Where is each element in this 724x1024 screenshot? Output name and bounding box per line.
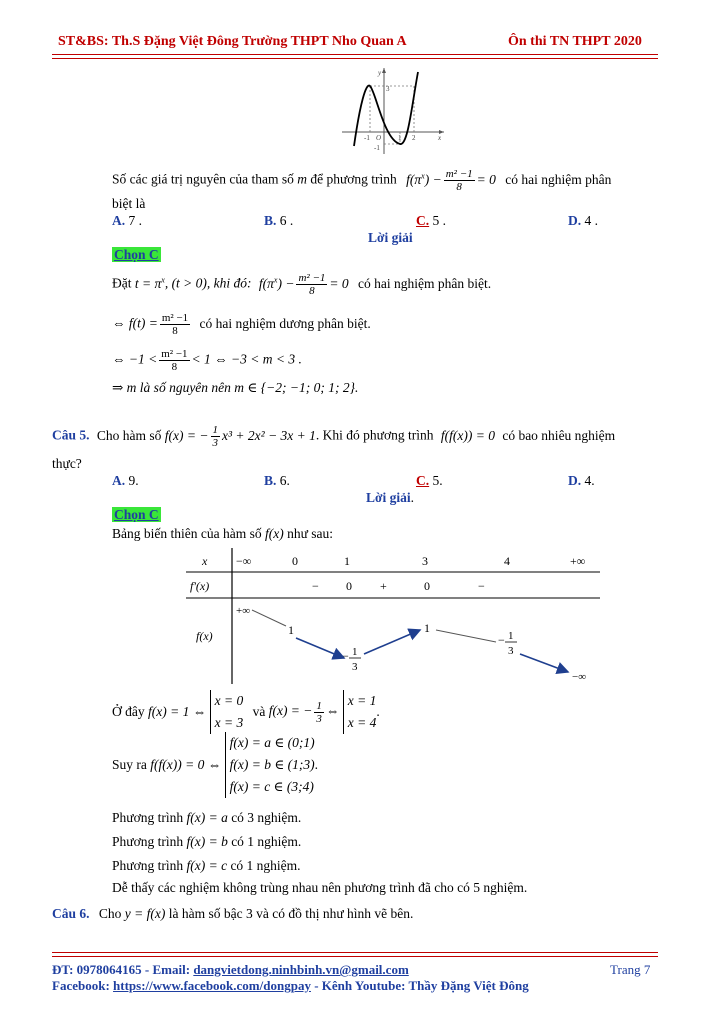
footer-facebook-link[interactable]: https://www.facebook.com/dongpay [113, 978, 311, 993]
table-x-val-0: −∞ [236, 554, 252, 568]
table-x-val-4: 4 [504, 554, 510, 568]
table-x-label: x [202, 554, 208, 568]
table-f-val-3: 1 [424, 621, 430, 635]
header-rule-1 [52, 54, 658, 55]
q5-statement-line1: Câu 5. Cho hàm số f(x) = − $\frac{1}{3}$ x³ + 2x² − 3x + 1. Khi đó phương trình f(f(x)) = 0 có bao nhiêu nghiệm [52, 424, 616, 449]
q4-text-3: có hai nghiệm phân [505, 171, 612, 187]
q4-sol-line2: ⇔ f(t) = $\frac{\text{m² −1}}{8}$ có hai nghiệm dương phân biệt. [112, 312, 371, 337]
q4-sol-line1: Đặt $t = \pi^x$, (t > 0), khi đó: $f(\pi^x)$ − $\frac{\text{m² −1}}{8}$ = 0 có hai nghiệm phân biệt. [112, 272, 492, 297]
table-fp-val-4: − [478, 579, 485, 593]
q5-answer-b: B. 6. [264, 473, 290, 488]
q4-solution-label: Lời giải [368, 230, 413, 245]
table-f-val-4-num: 1 [508, 630, 514, 642]
table-f-label: f(x) [196, 629, 213, 643]
q4-chosen: Chọn C [114, 247, 159, 262]
q4-answer-d: D. 4 . [568, 213, 598, 228]
graph-label-1: 1 [398, 134, 402, 142]
graph-label-neg1-y: -1 [374, 144, 380, 152]
q4-statement-line1 [112, 168, 611, 193]
header-left: ST&BS: Th.S Đặng Việt Đông Trường THPT Nho Quan A [58, 34, 407, 49]
table-x-val-1: 0 [292, 554, 298, 568]
q5-solution-label: Lời giải. [366, 490, 414, 505]
q4-m: m [297, 171, 307, 187]
footer-email-link[interactable]: dangvietdong.ninhbinh.vn@gmail.com [193, 962, 409, 977]
footer-rule-2 [52, 956, 658, 957]
table-f-val-5: −∞ [572, 671, 587, 683]
variation-table [186, 548, 600, 686]
q5-statement-line2: thực? [52, 456, 82, 471]
table-f-val-4-den: 3 [508, 645, 514, 657]
q5-answer-a: A. 9. [112, 473, 139, 488]
q4-text-1: Số các giá trị nguyên của tham số [112, 171, 294, 187]
header-right: Ôn thi TN THPT 2020 [508, 34, 642, 49]
table-f-val-1: 1 [288, 623, 294, 637]
table-x-val-3: 3 [422, 554, 428, 568]
q4-answer-b: B. 6 . [264, 213, 294, 228]
table-f-val-2-den: 3 [352, 661, 358, 673]
q4-sol-line4: ⇒ m là số nguyên nên m ∈ {−2; −1; 0; 1; 2}. [112, 380, 359, 395]
q6-statement: Câu 6. Cho y = f(x) là hàm số bậc 3 và có đồ thị như hình vẽ bên. [52, 906, 414, 921]
table-f-val-2-num: 1 [352, 646, 358, 658]
q4-fraction: $\frac{\text{m² −1}}{8}$ [445, 168, 473, 193]
q4-answer-c: C. 5 . [416, 213, 446, 228]
cubic-graph-figure [340, 64, 450, 156]
header-rule-2 [52, 58, 658, 59]
q5-here-line: Ở đây f(x) = 1 ⇔ x = 0 x = 3 và f(x) = − $\frac{1}{3}$ ⇔ x = 1 x = 4 . [112, 690, 380, 734]
q5-bbt-intro: Bảng biến thiên của hàm số f(x) như sau: [112, 526, 334, 541]
table-fp-label: f'(x) [190, 579, 210, 593]
table-f-val-4-minus: − [498, 633, 505, 647]
graph-label-o: O [376, 134, 382, 142]
q4-text-2: để phương trình [310, 171, 397, 187]
table-x-val-2: 1 [344, 554, 350, 568]
table-fp-val-0: − [312, 579, 319, 593]
q5-answer-c: C. 5. [416, 473, 443, 488]
q5-suyra: Suy ra f(f(x)) = 0 ⇔ f(x) = a ∈ (0;1) f(x) = b ∈ (1;3) f(x) = c ∈ (3;4) . [112, 732, 318, 798]
q4-sol-line3: ⇔ −1 < $\frac{\text{m² −1}}{8}$ < 1 ⇔ −3 < m < 3 . [112, 348, 302, 373]
q5-pt-line-1: Phương trình f(x) = a có 3 nghiệm. [112, 810, 302, 825]
table-f-val-0: +∞ [236, 605, 251, 617]
q4-answer-a: A. 7 . [112, 213, 142, 228]
graph-label-neg1: -1 [364, 134, 370, 142]
table-f-val-2-minus: − [342, 649, 349, 663]
q5-pt-line-2: Phương trình f(x) = b có 1 nghiệm. [112, 834, 302, 849]
table-fp-val-1: 0 [346, 579, 352, 593]
graph-label-y: y [378, 69, 382, 77]
q5-pt-line-3: Phương trình f(x) = c có 1 nghiệm. [112, 858, 301, 873]
graph-label-3: 3 [386, 85, 390, 93]
graph-label-x: x [438, 134, 442, 142]
q4-statement-line2: biệt là [112, 196, 146, 211]
footer-line1: ĐT: 0978064165 - Email: dangvietdong.ninhbinh.vn@gmail.com [52, 962, 409, 977]
q5-chosen: Chọn C [114, 507, 159, 522]
table-x-val-5: +∞ [570, 554, 586, 568]
q5-conclusion: Dễ thấy các nghiệm không trùng nhau nên phương trình đã cho có 5 nghiệm. [112, 880, 528, 895]
table-fp-val-3: 0 [424, 579, 430, 593]
q5-answer-d: D. 4. [568, 473, 595, 488]
q4-equation: $f(\pi^x)$ − $\frac{\text{m² −1}}{8}$ = 0 [406, 168, 496, 193]
table-fp-val-2: + [380, 579, 387, 593]
footer-rule-1 [52, 952, 658, 953]
footer-page-number: Trang 7 [610, 962, 651, 977]
graph-label-2: 2 [412, 134, 416, 142]
footer-line2: Facebook: https://www.facebook.com/dongpay - Kênh Youtube: Thầy Đặng Việt Đông [52, 978, 529, 993]
